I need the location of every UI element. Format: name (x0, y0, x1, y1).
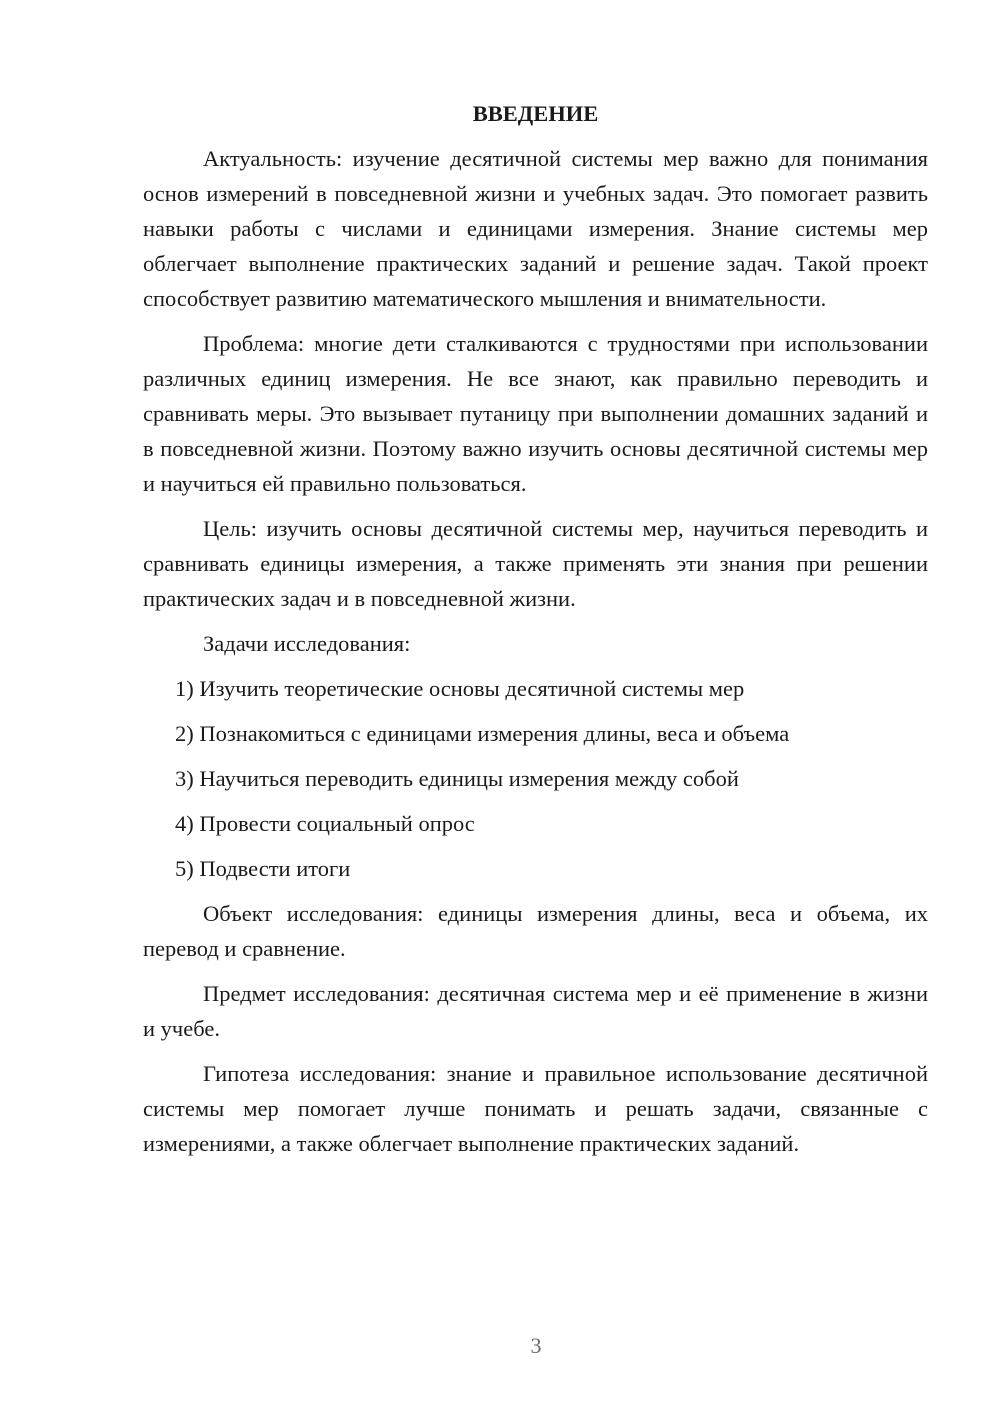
task-item: 3) Научиться переводить единицы измерения между собой (175, 766, 739, 791)
hypothesis-paragraph: Гипотеза исследования: знание и правильное использование десятичной системы мер помогает лучше понимать и решать задачи, связанные с измерениями, а также облегчает выполнение практических заданий. (143, 1061, 928, 1156)
task-item: 5) Подвести итоги (175, 856, 351, 881)
relevance-paragraph: Актуальность: изучение десятичной системы мер важно для понимания основ измерений в повседневной жизни и учебных задач. Это помогает развить навыки работы с числами и единицами измерения. Знание системы мер облегчает выполнение практических заданий и решение задач. Такой проект способствует развитию математического мышления и внимательности. (143, 146, 928, 311)
subject-paragraph: Предмет исследования: десятичная система мер и её применение в жизни и учебе. (143, 981, 928, 1041)
tasks-heading: Задачи исследования: (203, 631, 411, 656)
problem-paragraph: Проблема: многие дети сталкиваются с трудностями при использовании различных единиц измерения. Не все знают, как правильно переводить и сравнивать меры. Это вызывает путаницу при выполнении домашних заданий и в повседневной жизни. Поэтому важно изучить основы десятичной системы мер и научиться ей правильно пользоваться. (143, 331, 928, 496)
task-item: 2) Познакомиться с единицами измерения длины, веса и объема (175, 721, 790, 746)
tasks-list (143, 671, 928, 886)
goal-paragraph: Цель: изучить основы десятичной системы мер, научиться переводить и сравнивать единицы измерения, а также применять эти знания при решении практических задач и в повседневной жизни. (143, 516, 928, 611)
page-content (143, 96, 928, 1171)
page-number: 3 (530, 1333, 542, 1358)
object-paragraph: Объект исследования: единицы измерения длины, веса и объема, их перевод и сравнение. (143, 901, 928, 961)
task-item: 1) Изучить теоретические основы десятичной системы мер (175, 676, 745, 701)
section-title: ВВЕДЕНИЕ (472, 101, 599, 126)
task-item: 4) Провести социальный опрос (175, 811, 475, 836)
